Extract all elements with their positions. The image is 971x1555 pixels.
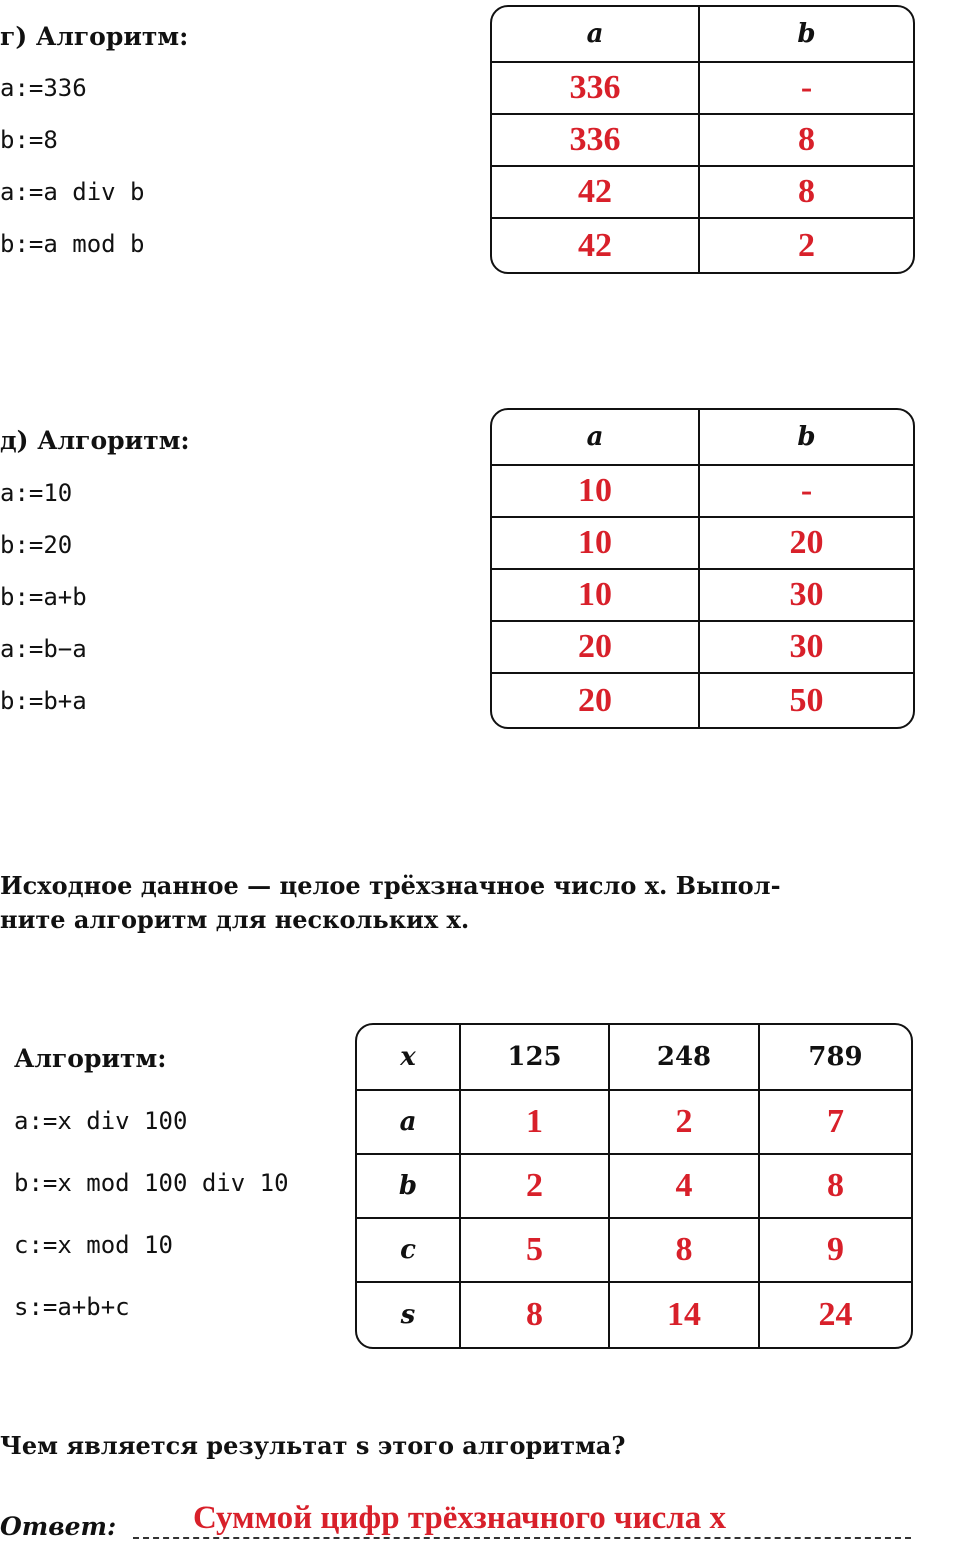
answer-line [133, 1537, 911, 1539]
code-line: b:=b+a [0, 687, 87, 715]
column-header-a: a [492, 7, 700, 63]
code-line: a:=x div 100 [14, 1107, 188, 1135]
code-line: b:=20 [0, 531, 73, 559]
trace-cell: 7 [760, 1091, 911, 1155]
code-line: a:=336 [0, 74, 87, 102]
column-header-b: b [700, 410, 913, 466]
column-header-a: a [492, 410, 700, 466]
code-line: a:=a div b [0, 178, 145, 206]
trace-cell: 20 [492, 674, 700, 727]
trace-cell: 8 [700, 167, 913, 219]
column-header-b: b [700, 7, 913, 63]
trace-table-d [490, 408, 915, 729]
code-line: b:=x mod 100 div 10 [14, 1169, 289, 1197]
row-header-s: s [357, 1283, 461, 1347]
trace-cell: 5 [461, 1219, 610, 1283]
row-header-a: a [357, 1091, 461, 1155]
trace-cell: 336 [492, 63, 700, 115]
trace-cell: 8 [760, 1155, 911, 1219]
trace-table-g [490, 5, 915, 274]
trace-cell: - [700, 63, 913, 115]
trace-cell: 20 [700, 518, 913, 570]
code-line: b:=8 [0, 126, 58, 154]
trace-cell: 2 [798, 226, 815, 264]
trace-cell: 42 [492, 167, 700, 219]
intro-line-1: Исходное данное — целое трёхзначное число x. Выпол- [0, 871, 781, 900]
trace-cell: 9 [760, 1219, 911, 1283]
trace-cell: 30 [700, 570, 913, 622]
answer-text: Суммой цифр трёхзначного числа х [193, 1500, 727, 1536]
trace-cell: 4 [610, 1155, 760, 1219]
trace-cell: 2 [461, 1155, 610, 1219]
trace-cell: 10 [492, 466, 700, 518]
question-text: Чем является результат s этого алгоритма? [0, 1431, 626, 1460]
code-line: b:=a+b [0, 583, 87, 611]
section-g-heading: г) Алгоритм: [0, 22, 189, 51]
trace-cell: 1 [461, 1091, 610, 1155]
row-header-x: x [357, 1025, 461, 1091]
code-line: s:=a+b+c [14, 1293, 130, 1321]
row-header-b: b [357, 1155, 461, 1219]
trace-cell: 10 [492, 518, 700, 570]
row-header-c: c [357, 1219, 461, 1283]
x-value-header: 248 [610, 1025, 760, 1091]
trace-cell: 20 [492, 622, 700, 674]
code-line: a:=b−a [0, 635, 87, 663]
section-d-heading: д) Алгоритм: [0, 426, 190, 455]
trace-table-x [355, 1023, 913, 1349]
trace-cell: 8 [610, 1219, 760, 1283]
answer-label: Ответ: [0, 1512, 117, 1541]
code-line: c:=x mod 10 [14, 1231, 173, 1259]
trace-cell: 10 [492, 570, 700, 622]
x-value-header: 789 [760, 1025, 911, 1091]
trace-cell: 50 [789, 681, 824, 719]
trace-cell: 8 [700, 115, 913, 167]
intro-line-2: ните алгоритм для нескольких x. [0, 905, 470, 934]
trace-cell: - [700, 466, 913, 518]
code-line: a:=10 [0, 479, 73, 507]
section-x-heading: Алгоритм: [14, 1044, 167, 1073]
trace-cell: 2 [610, 1091, 760, 1155]
trace-cell: 336 [492, 115, 700, 167]
code-line: b:=a mod b [0, 230, 145, 258]
trace-cell: 30 [700, 622, 913, 674]
trace-cell: 8 [461, 1283, 610, 1347]
trace-cell: 24 [818, 1296, 853, 1333]
x-value-header: 125 [461, 1025, 610, 1091]
trace-cell: 14 [610, 1283, 760, 1347]
trace-cell: 42 [492, 219, 700, 272]
